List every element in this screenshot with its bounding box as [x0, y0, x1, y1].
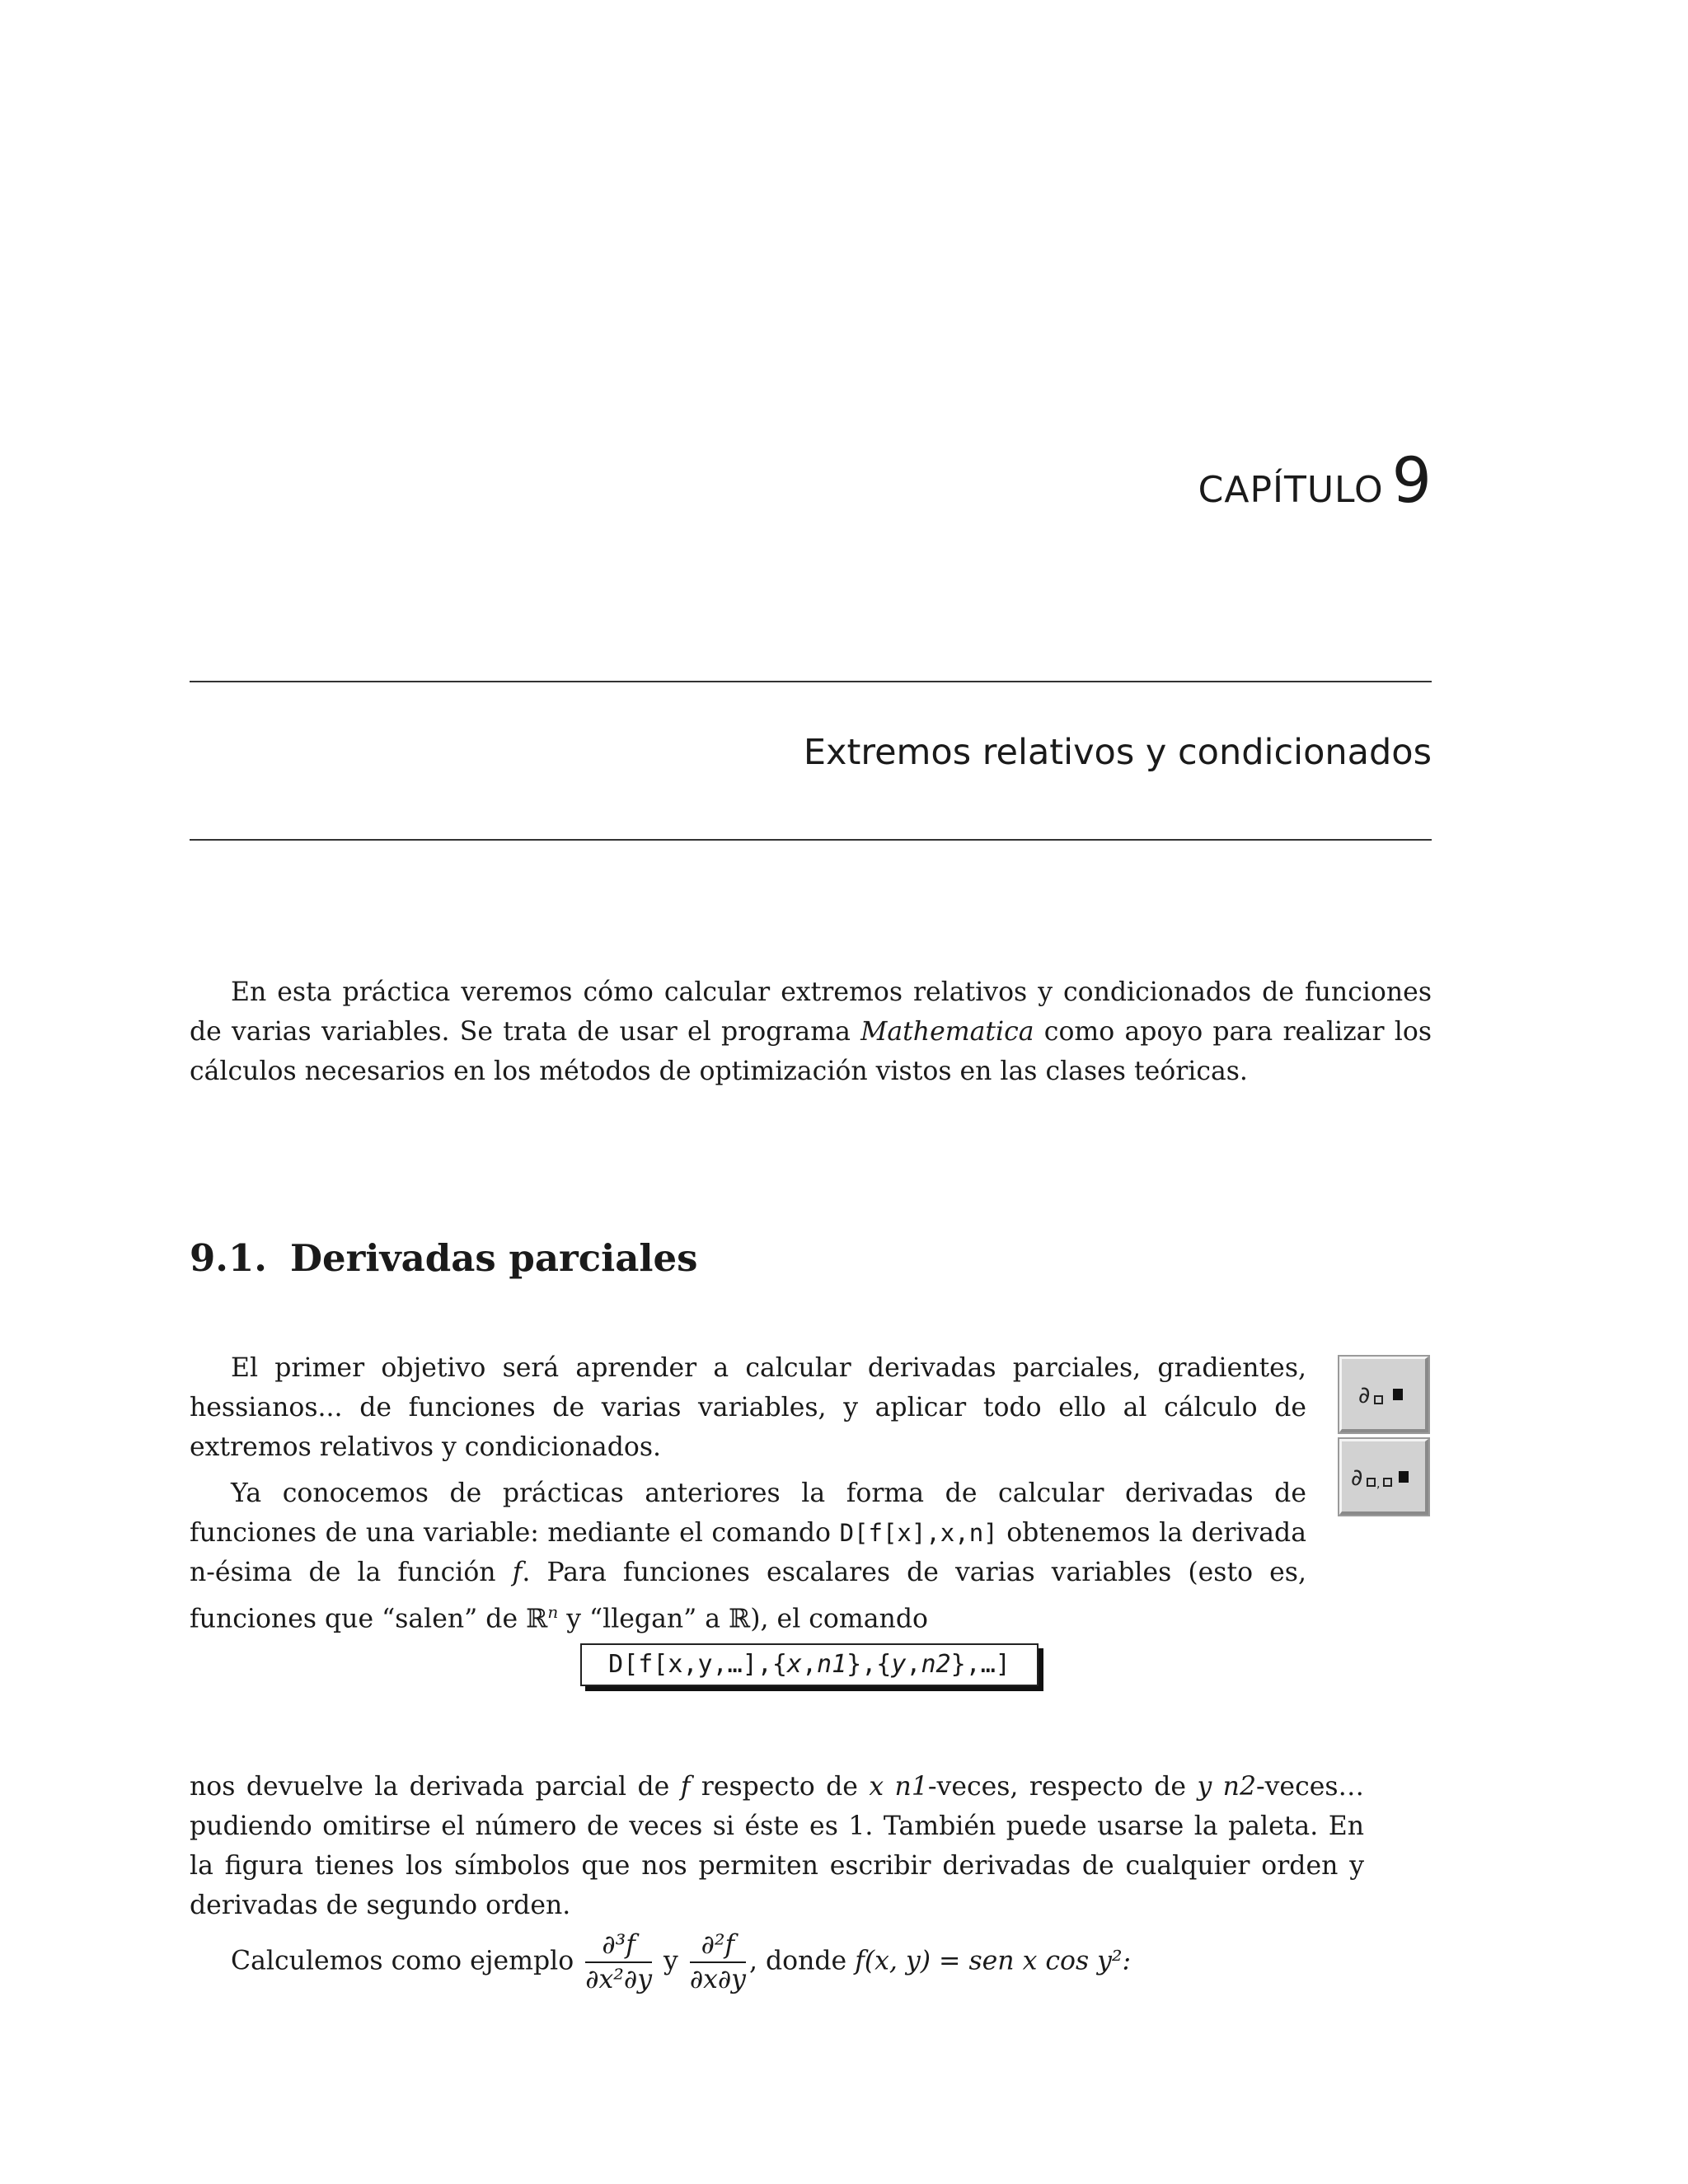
- p2-text-d: y “llegan” a ℝ), el comando: [558, 1604, 928, 1634]
- paragraph-partial: [190, 1767, 1364, 1925]
- title-rule-top: [190, 681, 1432, 682]
- mixed-partial-derivative-icon: [1349, 1460, 1418, 1493]
- svg-text:∂: ∂: [1350, 1463, 1362, 1491]
- fraction-third-order: [585, 1929, 652, 1996]
- intro-text-1: En esta práctica veremos cómo calcular extremos relativos y condicionados de funciones de varias variables. Se trata de usar el programa: [190, 977, 1432, 1047]
- cmd-a: D[f[x,y,…],{: [608, 1650, 787, 1679]
- fraction-mixed: [690, 1929, 746, 1996]
- title-rule-bottom: [190, 839, 1432, 841]
- p4-y: y: [663, 1946, 678, 1976]
- chapter-heading: [1198, 443, 1432, 517]
- p3-text-c: -veces, respecto de: [927, 1772, 1198, 1802]
- p4-text-b: , donde: [748, 1946, 847, 1976]
- palette-mixed-derivative-button[interactable]: [1339, 1439, 1428, 1515]
- p2-f: f: [512, 1558, 523, 1587]
- svg-text:,: ,: [1376, 1477, 1380, 1491]
- fraction1-numerator: ∂³f: [585, 1929, 652, 1963]
- p2-Rn: ℝ: [526, 1604, 548, 1634]
- paragraph-objective-text: El primer objetivo será aprender a calcular derivadas parciales, gradientes, hessianos... de funciones de varias variables, y aplicar todo ello al cálculo de extremos relativos y condicionados.: [190, 1353, 1306, 1462]
- p3-text-a: nos devuelve la derivada parcial de: [190, 1772, 681, 1802]
- paragraph-objective: [190, 1348, 1306, 1467]
- fraction2-numerator: ∂²f: [690, 1929, 746, 1963]
- p4-text-a: Calculemos como ejemplo: [231, 1946, 574, 1976]
- p3-text-d: -veces…pudiendo omitirse el número de veces si éste es 1. También puede usarse la paleta. En la figura tienes los símbolos que nos permiten escribir derivadas de cualquier orden y derivadas de segundo orden.: [190, 1772, 1365, 1920]
- cmd-n1: n1: [817, 1650, 847, 1679]
- partial-derivative-icon: [1355, 1378, 1413, 1411]
- section-heading: [190, 1236, 697, 1280]
- section-number: 9.1.: [190, 1236, 267, 1280]
- p3-text-b: respecto de: [690, 1772, 870, 1802]
- p3-y: y: [1197, 1772, 1212, 1802]
- svg-text:∂: ∂: [1357, 1380, 1370, 1408]
- command-box: [580, 1643, 1039, 1686]
- cmd-x: x: [786, 1650, 802, 1679]
- p3-f: f: [680, 1772, 691, 1802]
- chapter-title: Extremos relativos y condicionados: [803, 732, 1432, 773]
- p2-text-a: Ya conocemos de prácticas anteriores la forma de calcular derivadas de funciones de una variable: mediante el comando: [190, 1479, 1306, 1548]
- cmd-c: },{: [846, 1650, 892, 1679]
- p2-text-b: obtenemos la derivada n-ésima de la función: [190, 1518, 1306, 1587]
- chapter-number: 9: [1391, 443, 1432, 517]
- fraction1-denominator: ∂x²∂y: [585, 1965, 652, 1994]
- p3-x: x: [869, 1772, 884, 1802]
- intro-emphasis: Mathematica: [860, 1017, 1034, 1047]
- p2-text-c: . Para funciones escalares de varias variables (esto es, funciones que “salen” de: [190, 1558, 1306, 1634]
- section-title: Derivadas parciales: [290, 1236, 698, 1280]
- palette-partial-derivative-button[interactable]: [1339, 1357, 1428, 1432]
- cmd-b: ,: [801, 1650, 818, 1679]
- paragraph-example: [190, 1929, 1306, 1996]
- cmd-e: },…]: [950, 1650, 1010, 1679]
- cmd-y: y: [891, 1650, 907, 1679]
- p3-n2: n2: [1212, 1772, 1256, 1802]
- paragraph-derivatives: [190, 1474, 1306, 1639]
- p3-n1: n1: [884, 1772, 928, 1802]
- chapter-label: CAPÍTULO: [1198, 469, 1384, 511]
- cmd-d: ,: [906, 1650, 921, 1679]
- inline-code-D: D[f[x],x,n]: [839, 1519, 998, 1547]
- cmd-n2: n2: [921, 1650, 951, 1679]
- p2-n: n: [547, 1602, 559, 1622]
- intro-text-2: como apoyo para realizar los cálculos necesarios en los métodos de optimización vistos en las clases teóricas.: [190, 1017, 1432, 1086]
- fraction2-denominator: ∂x∂y: [689, 1965, 746, 1994]
- p4-expression: f(x, y) = sen x cos y²:: [855, 1946, 1132, 1976]
- intro-paragraph: [190, 972, 1432, 1091]
